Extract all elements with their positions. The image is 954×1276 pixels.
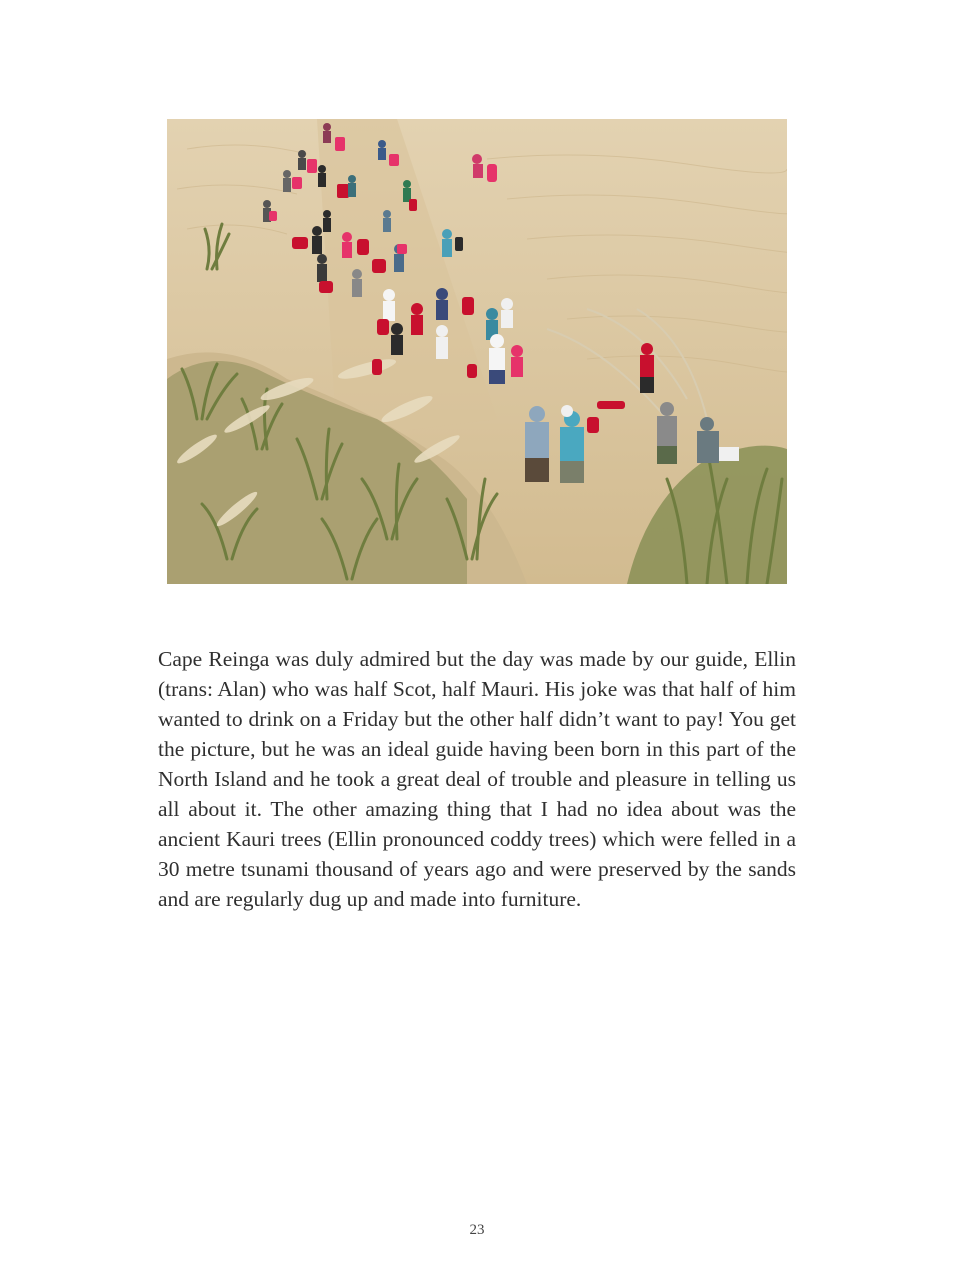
body-paragraph: Cape Reinga was duly admired but the day was made by our guide, Ellin (trans: Alan) who was half Scot, half Mauri. His joke was that half of him wanted to drink on a Friday but the other half didn’t want to pay! You get the picture, but he was an ideal guide having been born in this part of the North Island and he took a great deal of trouble and pleasure in telling us all about it. The other amazing thing that I had no idea about was the ancient Kauri trees (Ellin pronounced coddy trees) which were felled in a 30 metre tsunami thousand of years ago and were preserved by the sands and are regularly dug up and made into furniture. xyxy=(158,647,796,911)
page-number: 23 xyxy=(469,1222,485,1238)
sand-dune-illustration xyxy=(167,119,787,584)
sand-dune-photo xyxy=(167,119,787,584)
